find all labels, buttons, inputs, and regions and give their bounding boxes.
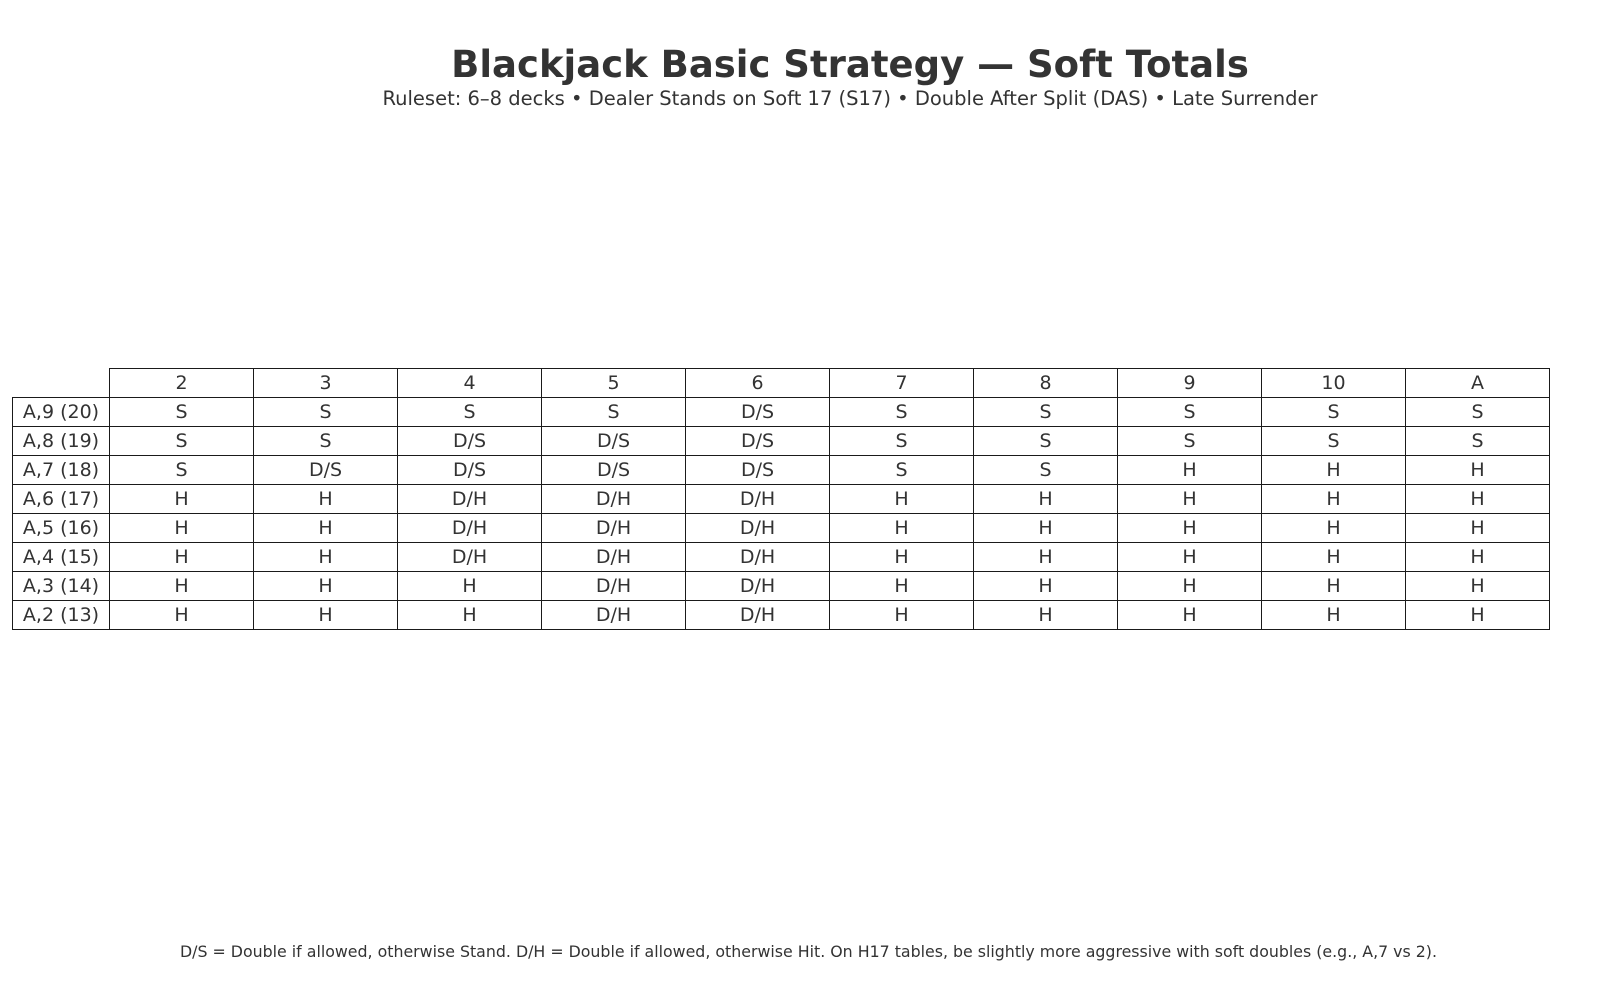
hand-label: A,9 (20) <box>13 398 110 427</box>
table-row <box>13 456 1550 485</box>
strategy-cell: S <box>830 398 974 427</box>
strategy-cell: D/H <box>398 485 542 514</box>
strategy-cell: S <box>398 398 542 427</box>
strategy-cell: H <box>254 485 398 514</box>
strategy-cell: D/H <box>542 572 686 601</box>
strategy-cell: D/H <box>686 485 830 514</box>
strategy-cell: H <box>974 514 1118 543</box>
strategy-cell: H <box>110 601 254 630</box>
strategy-cell: H <box>1118 514 1262 543</box>
strategy-cell: S <box>830 456 974 485</box>
strategy-cell: S <box>110 398 254 427</box>
strategy-cell: H <box>830 601 974 630</box>
strategy-cell: H <box>1118 456 1262 485</box>
strategy-cell: H <box>1118 485 1262 514</box>
strategy-cell: S <box>542 398 686 427</box>
hand-label: A,3 (14) <box>13 572 110 601</box>
strategy-cell: H <box>1406 572 1550 601</box>
strategy-cell: H <box>830 485 974 514</box>
strategy-cell: H <box>1118 543 1262 572</box>
strategy-cell: H <box>974 601 1118 630</box>
strategy-cell: D/S <box>398 427 542 456</box>
strategy-cell: H <box>1406 514 1550 543</box>
table-row <box>13 543 1550 572</box>
hand-label: A,2 (13) <box>13 601 110 630</box>
strategy-cell: H <box>398 572 542 601</box>
strategy-cell: D/S <box>686 456 830 485</box>
strategy-cell: D/H <box>686 514 830 543</box>
strategy-cell: H <box>1406 456 1550 485</box>
strategy-cell: D/H <box>686 543 830 572</box>
strategy-cell: H <box>110 572 254 601</box>
strategy-cell: S <box>1262 427 1406 456</box>
table-body <box>13 369 1550 630</box>
strategy-cell: S <box>1118 427 1262 456</box>
strategy-cell: H <box>1406 543 1550 572</box>
strategy-cell: D/H <box>542 543 686 572</box>
chart-subtitle: Ruleset: 6–8 decks • Dealer Stands on Soft 17 (S17) • Double After Split (DAS) • Late Surrender <box>382 87 1318 110</box>
strategy-cell: S <box>974 398 1118 427</box>
header-row <box>13 369 1550 398</box>
strategy-cell: D/S <box>542 427 686 456</box>
hand-label: A,6 (17) <box>13 485 110 514</box>
dealer-upcard-header: A <box>1406 369 1550 398</box>
strategy-cell: H <box>254 514 398 543</box>
strategy-cell: H <box>1118 601 1262 630</box>
dealer-upcard-header: 2 <box>110 369 254 398</box>
hand-label: A,8 (19) <box>13 427 110 456</box>
dealer-upcard-header: 10 <box>1262 369 1406 398</box>
strategy-cell: D/H <box>398 514 542 543</box>
strategy-cell: H <box>110 514 254 543</box>
strategy-cell: H <box>974 485 1118 514</box>
dealer-upcard-header: 5 <box>542 369 686 398</box>
strategy-cell: H <box>830 543 974 572</box>
strategy-cell: H <box>1262 543 1406 572</box>
strategy-cell: H <box>1262 485 1406 514</box>
chart-title: Blackjack Basic Strategy — Soft Totals <box>451 43 1249 86</box>
footnote: D/S = Double if allowed, otherwise Stand. D/H = Double if allowed, otherwise Hit. On H17 tables, be slightly more aggressive with soft doubles (e.g., A,7 vs 2). <box>180 942 1437 961</box>
strategy-cell: H <box>830 514 974 543</box>
strategy-cell: S <box>1406 427 1550 456</box>
strategy-cell: D/H <box>542 514 686 543</box>
strategy-cell: H <box>1262 601 1406 630</box>
strategy-cell: D/H <box>542 485 686 514</box>
strategy-cell: H <box>1406 601 1550 630</box>
strategy-cell: H <box>254 572 398 601</box>
strategy-cell: D/S <box>686 427 830 456</box>
strategy-cell: D/S <box>398 456 542 485</box>
strategy-cell: H <box>974 543 1118 572</box>
strategy-cell: H <box>110 543 254 572</box>
corner-cell <box>13 369 110 398</box>
strategy-cell: S <box>1262 398 1406 427</box>
table-row <box>13 485 1550 514</box>
strategy-cell: D/S <box>542 456 686 485</box>
strategy-cell: H <box>1262 514 1406 543</box>
strategy-cell: H <box>1262 572 1406 601</box>
dealer-upcard-header: 6 <box>686 369 830 398</box>
strategy-cell: D/H <box>398 543 542 572</box>
strategy-cell: S <box>254 427 398 456</box>
strategy-table <box>12 368 1550 630</box>
strategy-cell: D/H <box>686 601 830 630</box>
strategy-cell: H <box>398 601 542 630</box>
strategy-cell: H <box>254 543 398 572</box>
strategy-cell: H <box>974 572 1118 601</box>
strategy-cell: H <box>110 485 254 514</box>
table-row <box>13 572 1550 601</box>
dealer-upcard-header: 9 <box>1118 369 1262 398</box>
strategy-cell: S <box>1118 398 1262 427</box>
dealer-upcard-header: 3 <box>254 369 398 398</box>
strategy-cell: H <box>1118 572 1262 601</box>
strategy-cell: S <box>1406 398 1550 427</box>
strategy-cell: H <box>1406 485 1550 514</box>
strategy-cell: S <box>974 456 1118 485</box>
hand-label: A,4 (15) <box>13 543 110 572</box>
hand-label: A,5 (16) <box>13 514 110 543</box>
strategy-cell: H <box>830 572 974 601</box>
dealer-upcard-header: 7 <box>830 369 974 398</box>
table-row <box>13 427 1550 456</box>
strategy-cell: D/H <box>686 572 830 601</box>
strategy-cell: S <box>254 398 398 427</box>
strategy-cell: D/H <box>542 601 686 630</box>
table-row <box>13 398 1550 427</box>
strategy-cell: S <box>830 427 974 456</box>
strategy-cell: H <box>1262 456 1406 485</box>
table-row <box>13 514 1550 543</box>
table-row <box>13 601 1550 630</box>
strategy-cell: S <box>110 427 254 456</box>
strategy-cell: D/S <box>686 398 830 427</box>
strategy-cell: S <box>974 427 1118 456</box>
hand-label: A,7 (18) <box>13 456 110 485</box>
strategy-cell: H <box>254 601 398 630</box>
strategy-cell: S <box>110 456 254 485</box>
dealer-upcard-header: 4 <box>398 369 542 398</box>
strategy-cell: D/S <box>254 456 398 485</box>
dealer-upcard-header: 8 <box>974 369 1118 398</box>
